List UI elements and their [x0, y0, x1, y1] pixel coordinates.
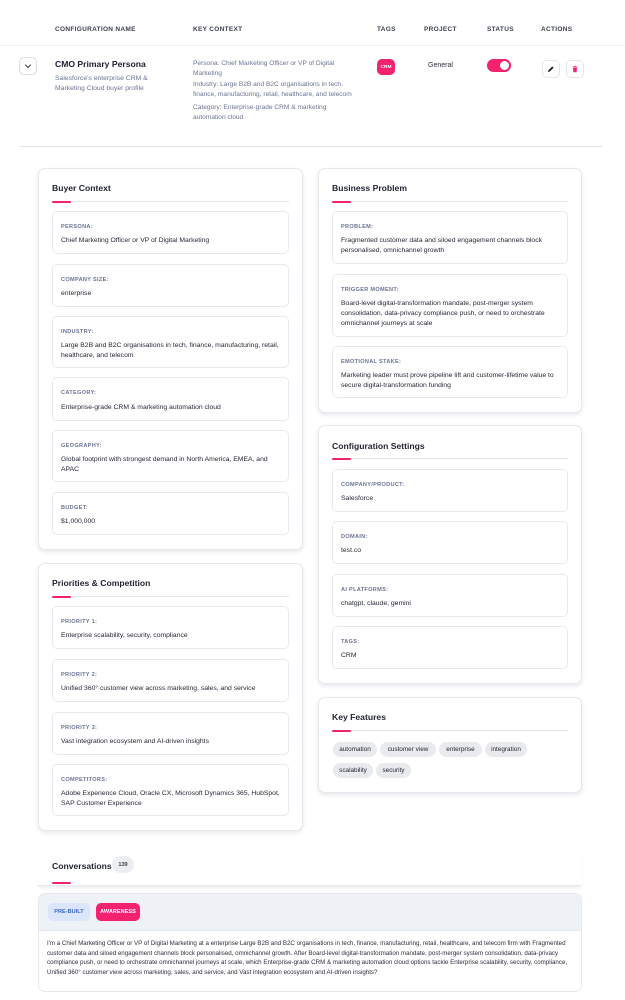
title-underline	[52, 201, 289, 202]
chevron-down-icon	[24, 62, 32, 70]
conversation-card-header	[39, 894, 582, 931]
title-underline	[52, 596, 289, 597]
field-company-product	[332, 469, 568, 512]
field-value: test.co	[341, 547, 362, 554]
field-label: PERSONA:	[61, 224, 93, 230]
feature-chip: customer view	[380, 742, 436, 757]
field-label: PROBLEM:	[341, 224, 374, 230]
column-header-context: KEY CONTEXT	[193, 26, 243, 33]
field-priority-1	[52, 606, 289, 649]
field-value: Enterprise-grade CRM & marketing automation cloud	[61, 404, 221, 411]
title-underline	[332, 201, 568, 202]
edit-button[interactable]	[542, 60, 560, 78]
field-value: Fragmented customer data and siloed engagement channels block personalised, omnichannel growth	[341, 237, 543, 255]
field-value: Enterprise scalability, security, compliance	[61, 632, 188, 639]
column-header-status: STATUS	[487, 26, 514, 33]
context-industry: Industry: Large B2B and B2C organisations in tech, finance, manufacturing, retail, healthcare, and telecom	[193, 81, 352, 98]
field-industry	[52, 316, 289, 368]
field-label: TAGS:	[341, 639, 360, 645]
field-tags	[332, 626, 568, 669]
field-emotional-stake	[332, 346, 568, 398]
field-value: Board-level digital-transformation mandate, post-merger system consolidation, data-privacy compliance push, or need to orchestrate omnichannel journeys at scale	[341, 300, 545, 328]
field-label: BUDGET:	[61, 505, 88, 511]
field-label: COMPANY SIZE:	[61, 277, 109, 283]
field-value: Global footprint with strongest demand in North America, EMEA, and APAC	[61, 456, 268, 474]
field-label: COMPETITORS:	[61, 777, 108, 783]
field-label: CATEGORY:	[61, 390, 97, 396]
pre-built-badge: PRE-BUILT	[48, 903, 90, 921]
title-underline	[52, 882, 71, 883]
feature-chip: integration	[485, 742, 527, 757]
field-value: Unified 360° customer view across marketing, sales, and service	[61, 685, 256, 692]
field-competitors	[52, 764, 289, 816]
feature-chip: automation	[333, 742, 377, 757]
project-name: General	[428, 62, 453, 69]
context-persona: Persona: Chief Marketing Officer or VP of Digital Marketing	[193, 60, 335, 77]
conversation-count-badge: 139	[112, 856, 134, 873]
field-value: Salesforce	[341, 495, 374, 502]
field-label: PRIORITY 1:	[61, 619, 98, 625]
title-underline	[332, 458, 568, 459]
field-trigger-moment	[332, 274, 568, 337]
field-company-size	[52, 264, 289, 307]
field-value: CRM	[341, 652, 357, 659]
field-label: EMOTIONAL STAKE:	[341, 359, 402, 365]
column-header-project: PROJECT	[424, 26, 457, 33]
feature-chip: security	[376, 763, 411, 778]
field-label: INDUSTRY:	[61, 329, 94, 335]
status-toggle[interactable]	[487, 59, 511, 72]
field-label: COMPANY/PRODUCT:	[341, 482, 405, 488]
field-budget	[52, 492, 289, 535]
field-domain	[332, 521, 568, 564]
conversation-text: I'm a Chief Marketing Officer or VP of Digital Marketing at a enterprise Large B2B and B2C organisations in tech, finance, manufacturing, retail, healthcare, and telecom firm with Fragmented customer data and siloed engagement channels block personalised, omnichannel growth. After Board-level digital-transformation mandate, post-merger system consolidation, data-privacy compliance push, or need to orchestrate omnichannel journeys at scale, which Enterprise-grade CRM & marketing automation cloud options tackle Enterprise scalability, security, compliance, Unified 360° customer view across marketing, sales, and service, and Vast integration ecosystem and AI-driven insights?	[47, 940, 568, 976]
field-category	[52, 377, 289, 421]
field-label: AI PLATFORMS:	[341, 587, 389, 593]
field-label: DOMAIN:	[341, 534, 368, 540]
tag-badge: CRM	[377, 59, 395, 75]
configuration-name: CMO Primary Persona	[55, 59, 146, 69]
field-label: TRIGGER MOMENT:	[341, 287, 399, 293]
field-value: Large B2B and B2C organisations in tech, finance, manufacturing, retail, healthcare, and telecom	[61, 342, 279, 360]
title-underline	[332, 730, 568, 731]
configuration-settings-title: Configuration Settings	[332, 441, 425, 451]
field-value: chatgpt, claude, gemini	[341, 600, 411, 607]
pencil-icon	[547, 65, 555, 73]
column-header-tags: TAGS	[377, 26, 396, 33]
field-label: PRIORITY 3:	[61, 725, 98, 731]
conversation-card[interactable]	[38, 893, 582, 992]
field-priority-2	[52, 659, 289, 702]
field-priority-3	[52, 712, 289, 755]
key-features-title: Key Features	[332, 712, 386, 722]
priorities-title: Priorities & Competition	[52, 578, 151, 588]
feature-chip: enterprise	[439, 742, 482, 757]
field-value: Vast integration ecosystem and AI-driven insights	[61, 738, 209, 745]
row-divider	[20, 146, 602, 147]
field-geography	[52, 430, 289, 482]
field-problem	[332, 211, 568, 264]
column-header-actions: ACTIONS	[541, 26, 573, 33]
field-label: PRIORITY 2:	[61, 672, 98, 678]
field-label: GEOGRAPHY:	[61, 443, 102, 449]
buyer-context-title: Buyer Context	[52, 183, 111, 193]
delete-button[interactable]	[566, 60, 584, 78]
field-value: Marketing leader must prove pipeline lift and customer-lifetime value to secure digital-transformation funding	[341, 372, 554, 390]
trash-icon	[571, 65, 579, 73]
configuration-description: Salesforce's enterprise CRM & Marketing Cloud buyer profile	[55, 75, 148, 93]
field-value: $1,000,000	[61, 518, 96, 525]
context-category: Category: Enterprise-grade CRM & marketing automation cloud	[193, 104, 327, 121]
feature-chip: scalability	[333, 763, 373, 778]
conversations-title: Conversations	[52, 861, 112, 871]
field-persona	[52, 211, 289, 254]
field-value: Chief Marketing Officer or VP of Digital Marketing	[61, 237, 210, 244]
expand-row-button[interactable]	[19, 57, 37, 75]
business-problem-title: Business Problem	[332, 183, 407, 193]
field-value: enterprise	[61, 290, 92, 297]
column-header-name: CONFIGURATION NAME	[55, 26, 136, 33]
table-header	[0, 0, 625, 46]
field-ai-platforms	[332, 574, 568, 617]
field-value: Adobe Experience Cloud, Oracle CX, Microsoft Dynamics 365, HubSpot, SAP Customer Experience	[61, 790, 280, 808]
awareness-badge: AWARENESS	[96, 903, 140, 921]
